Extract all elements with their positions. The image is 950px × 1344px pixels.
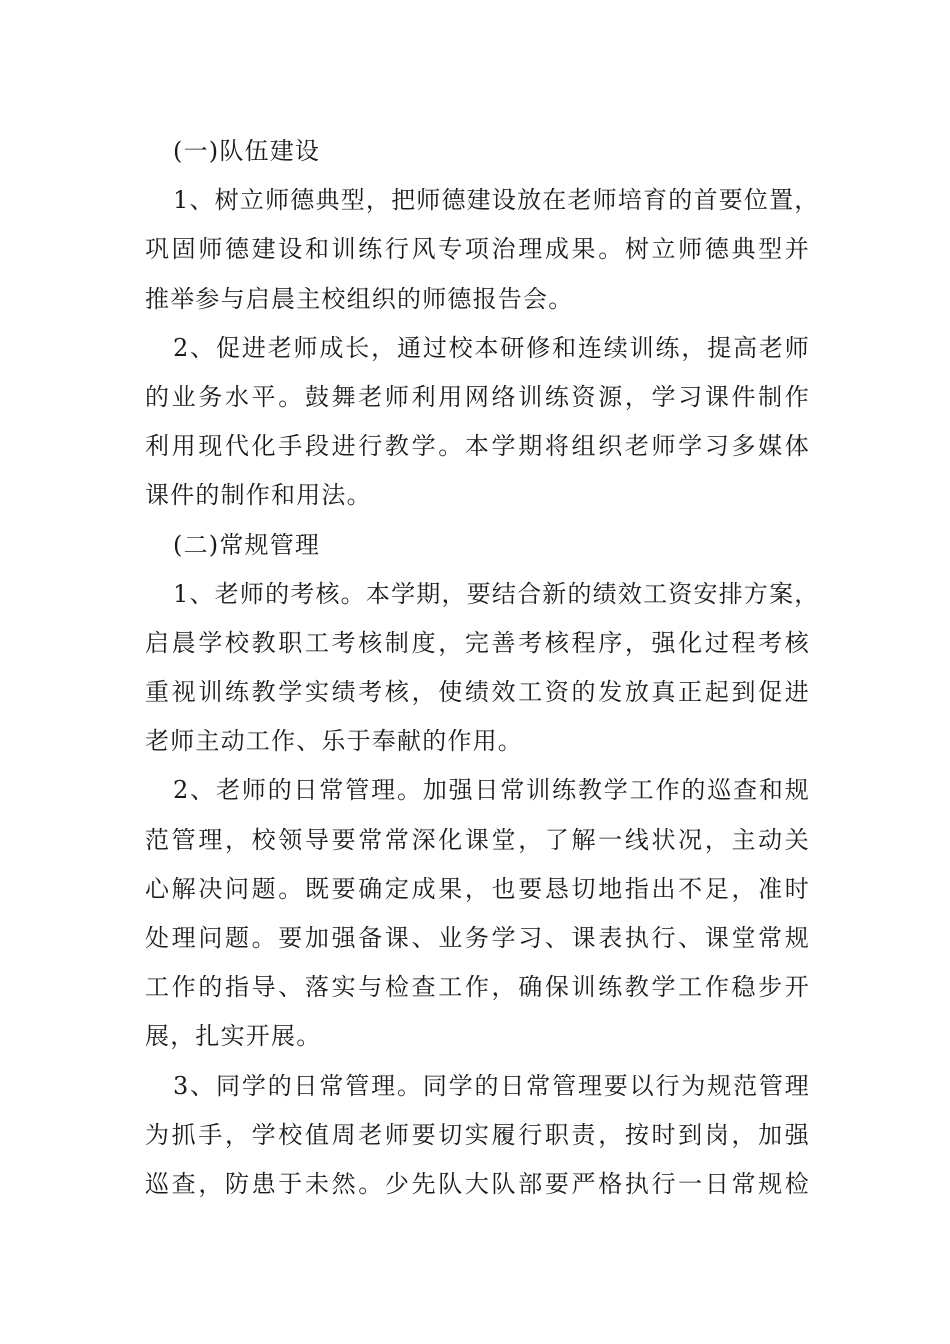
text-line: 利用现代化手段进行教学。本学期将组织老师学习多媒体 [145,432,810,461]
text-line: 3、同学的日常管理。同学的日常管理要以行为规范管理 [173,1071,810,1100]
text-line: 1、老师的考核。本学期，要结合新的绩效工资安排方案， [173,579,820,608]
text-line: (二)常规管理 [173,530,321,559]
text-line: 的业务水平。鼓舞老师利用网络训练资源，学习课件制作 [145,382,810,411]
text-line: 推举参与启晨主校组织的师德报告会。 [145,284,574,313]
text-line: 课件的制作和用法。 [145,481,372,510]
text-line: 巡查，防患于未然。少先队大队部要严格执行一日常规检 [145,1169,810,1198]
text-line: 启晨学校教职工考核制度，完善考核程序，强化过程考核 [145,628,810,657]
text-line: 2、促进老师成长，通过校本研修和连续训练，提高老师 [173,333,810,362]
text-line: 1、树立师德典型，把师德建设放在老师培育的首要位置， [173,186,820,215]
text-line: 心解决问题。既要确定成果，也要恳切地指出不足，准时 [145,874,810,903]
document-body [145,127,820,1209]
text-line: 重视训练教学实绩考核，使绩效工资的发放真正起到促进 [145,678,810,707]
text-line: 处理问题。要加强备课、业务学习、课表执行、课堂常规 [145,924,810,952]
text-line: 工作的指导、落实与检查工作，确保训练教学工作稳步开 [145,973,810,1002]
text-line: 老师主动工作、乐于奉献的作用。 [145,727,523,756]
text-line: 为抓手，学校值周老师要切实履行职责，按时到岗，加强 [145,1120,810,1149]
text-line: 范管理，校领导要常常深化课堂，了解一线状况，主动关 [145,825,810,854]
text-line: 2、老师的日常管理。加强日常训练教学工作的巡查和规 [173,776,810,805]
text-line: 展，扎实开展。 [145,1022,322,1051]
text-line: (一)队伍建设 [173,137,321,165]
text-line: 巩固师德建设和训练行风专项治理成果。树立师德典型并 [145,235,810,264]
